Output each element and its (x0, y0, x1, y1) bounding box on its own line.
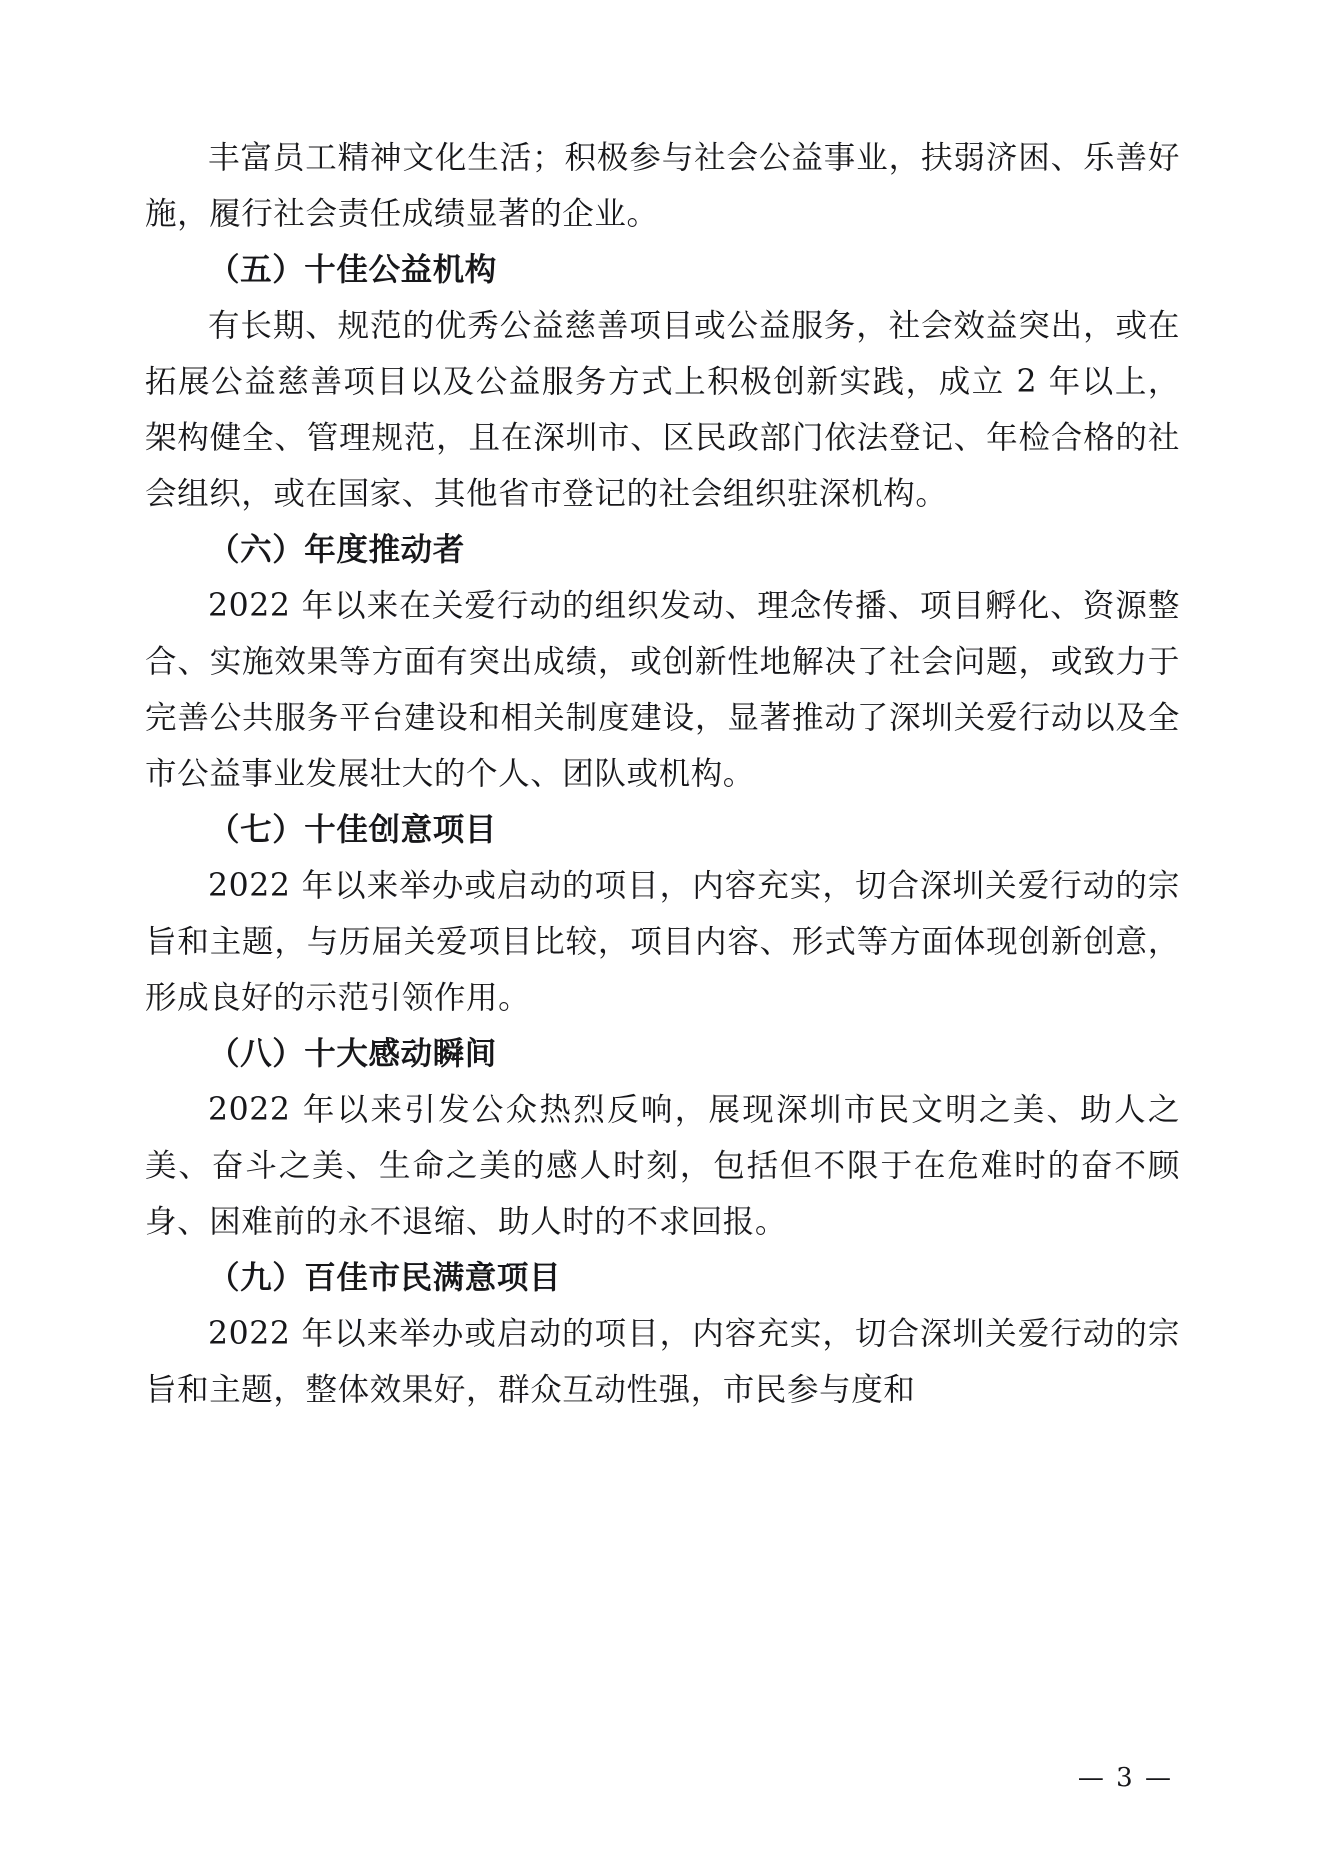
heading-section-five: （五）十佳公益机构 (208, 251, 497, 288)
heading-section-nine: （九）百佳市民满意项目 (208, 1259, 562, 1296)
paragraph-section-five: 有长期、规范的优秀公益慈善项目或公益服务，社会效益突出，或在拓展公益慈善项目以及公益服务方式上积极创新实践，成立 2 年以上，架构健全、管理规范，且在深圳市、区民政部门依法登记、年检合格的社会组织，或在国家、其他省市登记的社会组织驻深机构。 (145, 308, 1180, 512)
paragraph-continued-intro: 丰富员工精神文化生活；积极参与社会公益事业，扶弱济困、乐善好施，履行社会责任成绩显著的企业。 (145, 140, 1180, 232)
heading-section-seven: （七）十佳创意项目 (208, 811, 497, 848)
paragraph-section-eight: 2022 年以来引发公众热烈反响，展现深圳市民文明之美、助人之美、奋斗之美、生命之美的感人时刻，包括但不限于在危难时的奋不顾身、困难前的永不退缩、助人时的不求回报。 (145, 1092, 1180, 1240)
heading-section-six: （六）年度推动者 (208, 531, 465, 568)
paragraph-section-seven: 2022 年以来举办或启动的项目，内容充实，切合深圳关爱行动的宗旨和主题，与历届关爱项目比较，项目内容、形式等方面体现创新创意，形成良好的示范引领作用。 (145, 868, 1180, 1016)
heading-section-eight: （八）十大感动瞬间 (208, 1035, 497, 1072)
paragraph-section-six: 2022 年以来在关爱行动的组织发动、理念传播、项目孵化、资源整合、实施效果等方面有突出成绩，或创新性地解决了社会问题，或致力于完善公共服务平台建设和相关制度建设，显著推动了深圳关爱行动以及全市公益事业发展壮大的个人、团队或机构。 (145, 588, 1180, 792)
document-body (145, 130, 1180, 1418)
paragraph-section-nine: 2022 年以来举办或启动的项目，内容充实，切合深圳关爱行动的宗旨和主题，整体效果好，群众互动性强，市民参与度和 (145, 1316, 1180, 1408)
page-number: — 3 — (1077, 1763, 1173, 1793)
